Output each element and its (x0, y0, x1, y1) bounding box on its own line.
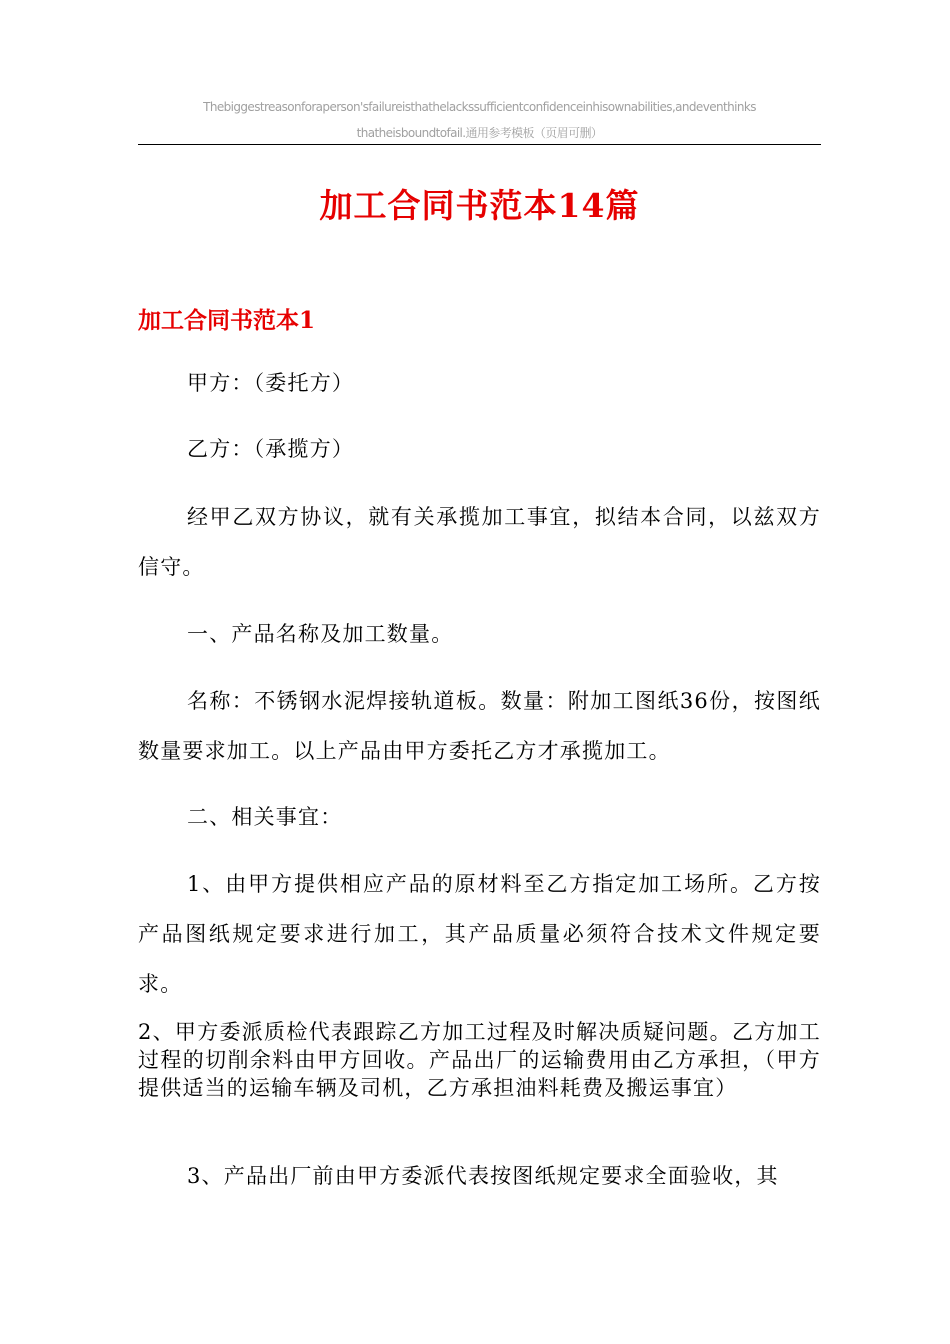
paragraph-product-name: 名称：不锈钢水泥焊接轨道板。数量：附加工图纸36份，按图纸数量要求加工。以上产品由甲方委托乙方才承揽加工。 (138, 689, 821, 763)
paragraph-heading-1: 一、产品名称及加工数量。 (187, 622, 454, 646)
paragraph-party-a: 甲方：（委托方） (187, 371, 355, 395)
paragraph-heading-2: 二、相关事宜： (187, 805, 343, 829)
document-title: 加工合同书范本14篇 (319, 186, 640, 225)
paragraph-item-1: 1、由甲方提供相应产品的原材料至乙方指定加工场所。乙方按产品图纸规定要求进行加工，其产品质量必须符合技术文件规定要求。 (138, 872, 821, 996)
header-divider (138, 144, 821, 145)
header-line-2: thatheisboundtofail.通用参考模板（页眉可删） (356, 126, 603, 140)
section-title: 加工合同书范本1 (138, 307, 316, 334)
paragraph-party-b: 乙方：（承揽方） (187, 437, 355, 461)
header-line-1: Thebiggestreasonforaperson'sfailureisthathelackssufficientconfidenceinhisownabilities,andeventhinks (203, 100, 756, 114)
paragraph-item-3: 3、产品出厂前由甲方委派代表按图纸规定要求全面验收，其 (187, 1164, 779, 1188)
paragraph-agreement: 经甲乙双方协议，就有关承揽加工事宜，拟结本合同，以兹双方信守。 (138, 505, 821, 579)
paragraph-item-2: 2、甲方委派质检代表跟踪乙方加工过程及时解决质疑问题。乙方加工过程的切削余料由甲方回收。产品出厂的运输费用由乙方承担，（甲方提供适当的运输车辆及司机，乙方承担油料耗费及搬运事宜） (138, 1020, 821, 1100)
